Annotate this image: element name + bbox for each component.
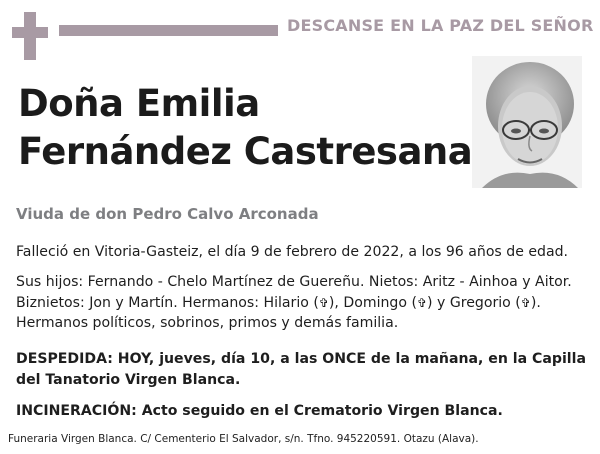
family-text-b: ), Domingo ( xyxy=(328,294,417,311)
header-title: DESCANSE EN LA PAZ DEL SEÑOR xyxy=(287,16,594,35)
deceased-name xyxy=(18,80,472,176)
name-line-2: Fernández Castresana xyxy=(18,130,473,173)
cremation-notice: INCINERACIÓN: Acto seguido en el Crematorio Virgen Blanca. xyxy=(16,403,503,419)
cross-icon xyxy=(12,12,48,60)
portrait-photo xyxy=(472,56,582,188)
cross-symbol-icon: ✞ xyxy=(318,295,329,310)
cross-symbol-icon: ✞ xyxy=(416,295,428,310)
family-text-d: ). Hermanos políticos, sobrinos, primos y demás familia. xyxy=(16,294,541,331)
farewell-notice: DESPEDIDA: HOY, jueves, día 10, a las ONCE de la mañana, en la Capilla del Tanatorio Virgen Blanca. xyxy=(16,351,586,388)
family-text-c: ) y Gregorio ( xyxy=(427,294,521,311)
header-divider-bar xyxy=(59,25,278,36)
widow-subtitle: Viuda de don Pedro Calvo Arconada xyxy=(16,205,319,223)
death-notice: Falleció en Vitoria-Gasteiz, el día 9 de febrero de 2022, a los 96 años de edad. xyxy=(16,244,569,260)
family-list xyxy=(16,272,588,334)
family-text-a: Sus hijos: Fernando - Chelo Martínez de Guereñu. Nietos: Aritz - Ainhoa y Aitor. Biznietos: Jon y Martín. Hermanos: Hilario ( xyxy=(16,274,572,311)
funeral-home-footer: Funeraria Virgen Blanca. C/ Cementerio El Salvador, s/n. Tfno. 945220591. Otazu (Alava). xyxy=(8,433,479,445)
cross-symbol-icon: ✞ xyxy=(520,295,531,310)
name-line-1: Doña Emilia xyxy=(18,82,260,125)
